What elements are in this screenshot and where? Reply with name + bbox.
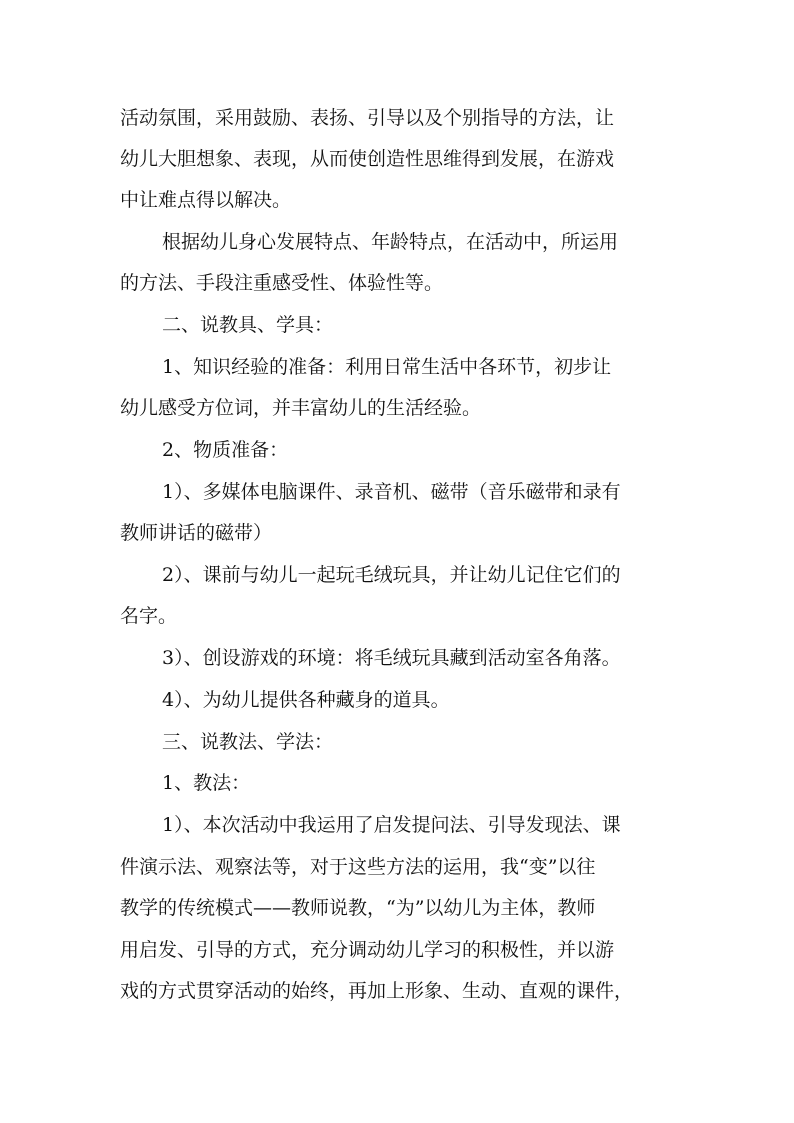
subsection-heading: 2、物质准备： bbox=[162, 439, 289, 461]
paragraph-start-line: 根据幼儿身心发展特点、年龄特点，在活动中，所运用 bbox=[162, 231, 619, 253]
text-line: 件演示法、观察法等，对于这些方法的运用，我“变”以往 bbox=[120, 856, 596, 878]
text-line: 用启发、引导的方式，充分调动幼儿学习的积极性，并以游 bbox=[120, 939, 615, 961]
subsection-heading: 1、教法： bbox=[162, 772, 251, 794]
text-line: 幼儿大胆想象、表现，从而使创造性思维得到发展，在游戏 bbox=[120, 148, 615, 170]
text-line: 幼儿感受方位词，并丰富幼儿的生活经验。 bbox=[120, 397, 482, 419]
paragraph-start-line: 1）、多媒体电脑课件、录音机、磁带（音乐磁带和录有 bbox=[162, 481, 621, 503]
text-line: 戏的方式贯穿活动的始终，再加上形象、生动、直观的课件， bbox=[120, 980, 634, 1002]
text-line: 的方法、手段注重感受性、体验性等。 bbox=[120, 272, 444, 294]
text-line: 名字。 bbox=[120, 605, 178, 627]
text-line: 教学的传统模式——教师说教，“为”以幼儿为主体，教师 bbox=[120, 897, 596, 919]
text-line: 教师讲话的磁带） bbox=[120, 522, 273, 544]
section-heading: 三、说教法、学法： bbox=[162, 731, 334, 753]
paragraph-start-line: 3）、创设游戏的环境：将毛绒玩具藏到活动室各角落。 bbox=[162, 647, 621, 669]
text-line: 活动氛围，采用鼓励、表扬、引导以及个别指导的方法，让 bbox=[120, 107, 615, 129]
paragraph-start-line: 1、知识经验的准备：利用日常生活中各环节，初步让 bbox=[162, 356, 612, 378]
paragraph-start-line: 1）、本次活动中我运用了启发提问法、引导发现法、课 bbox=[162, 814, 621, 836]
paragraph-start-line: 4）、为幼儿提供各种藏身的道具。 bbox=[162, 689, 450, 711]
paragraph-start-line: 2）、课前与幼儿一起玩毛绒玩具，并让幼儿记住它们的 bbox=[162, 564, 621, 586]
text-line: 中让难点得以解决。 bbox=[120, 189, 292, 211]
section-heading: 二、说教具、学具： bbox=[162, 314, 334, 336]
